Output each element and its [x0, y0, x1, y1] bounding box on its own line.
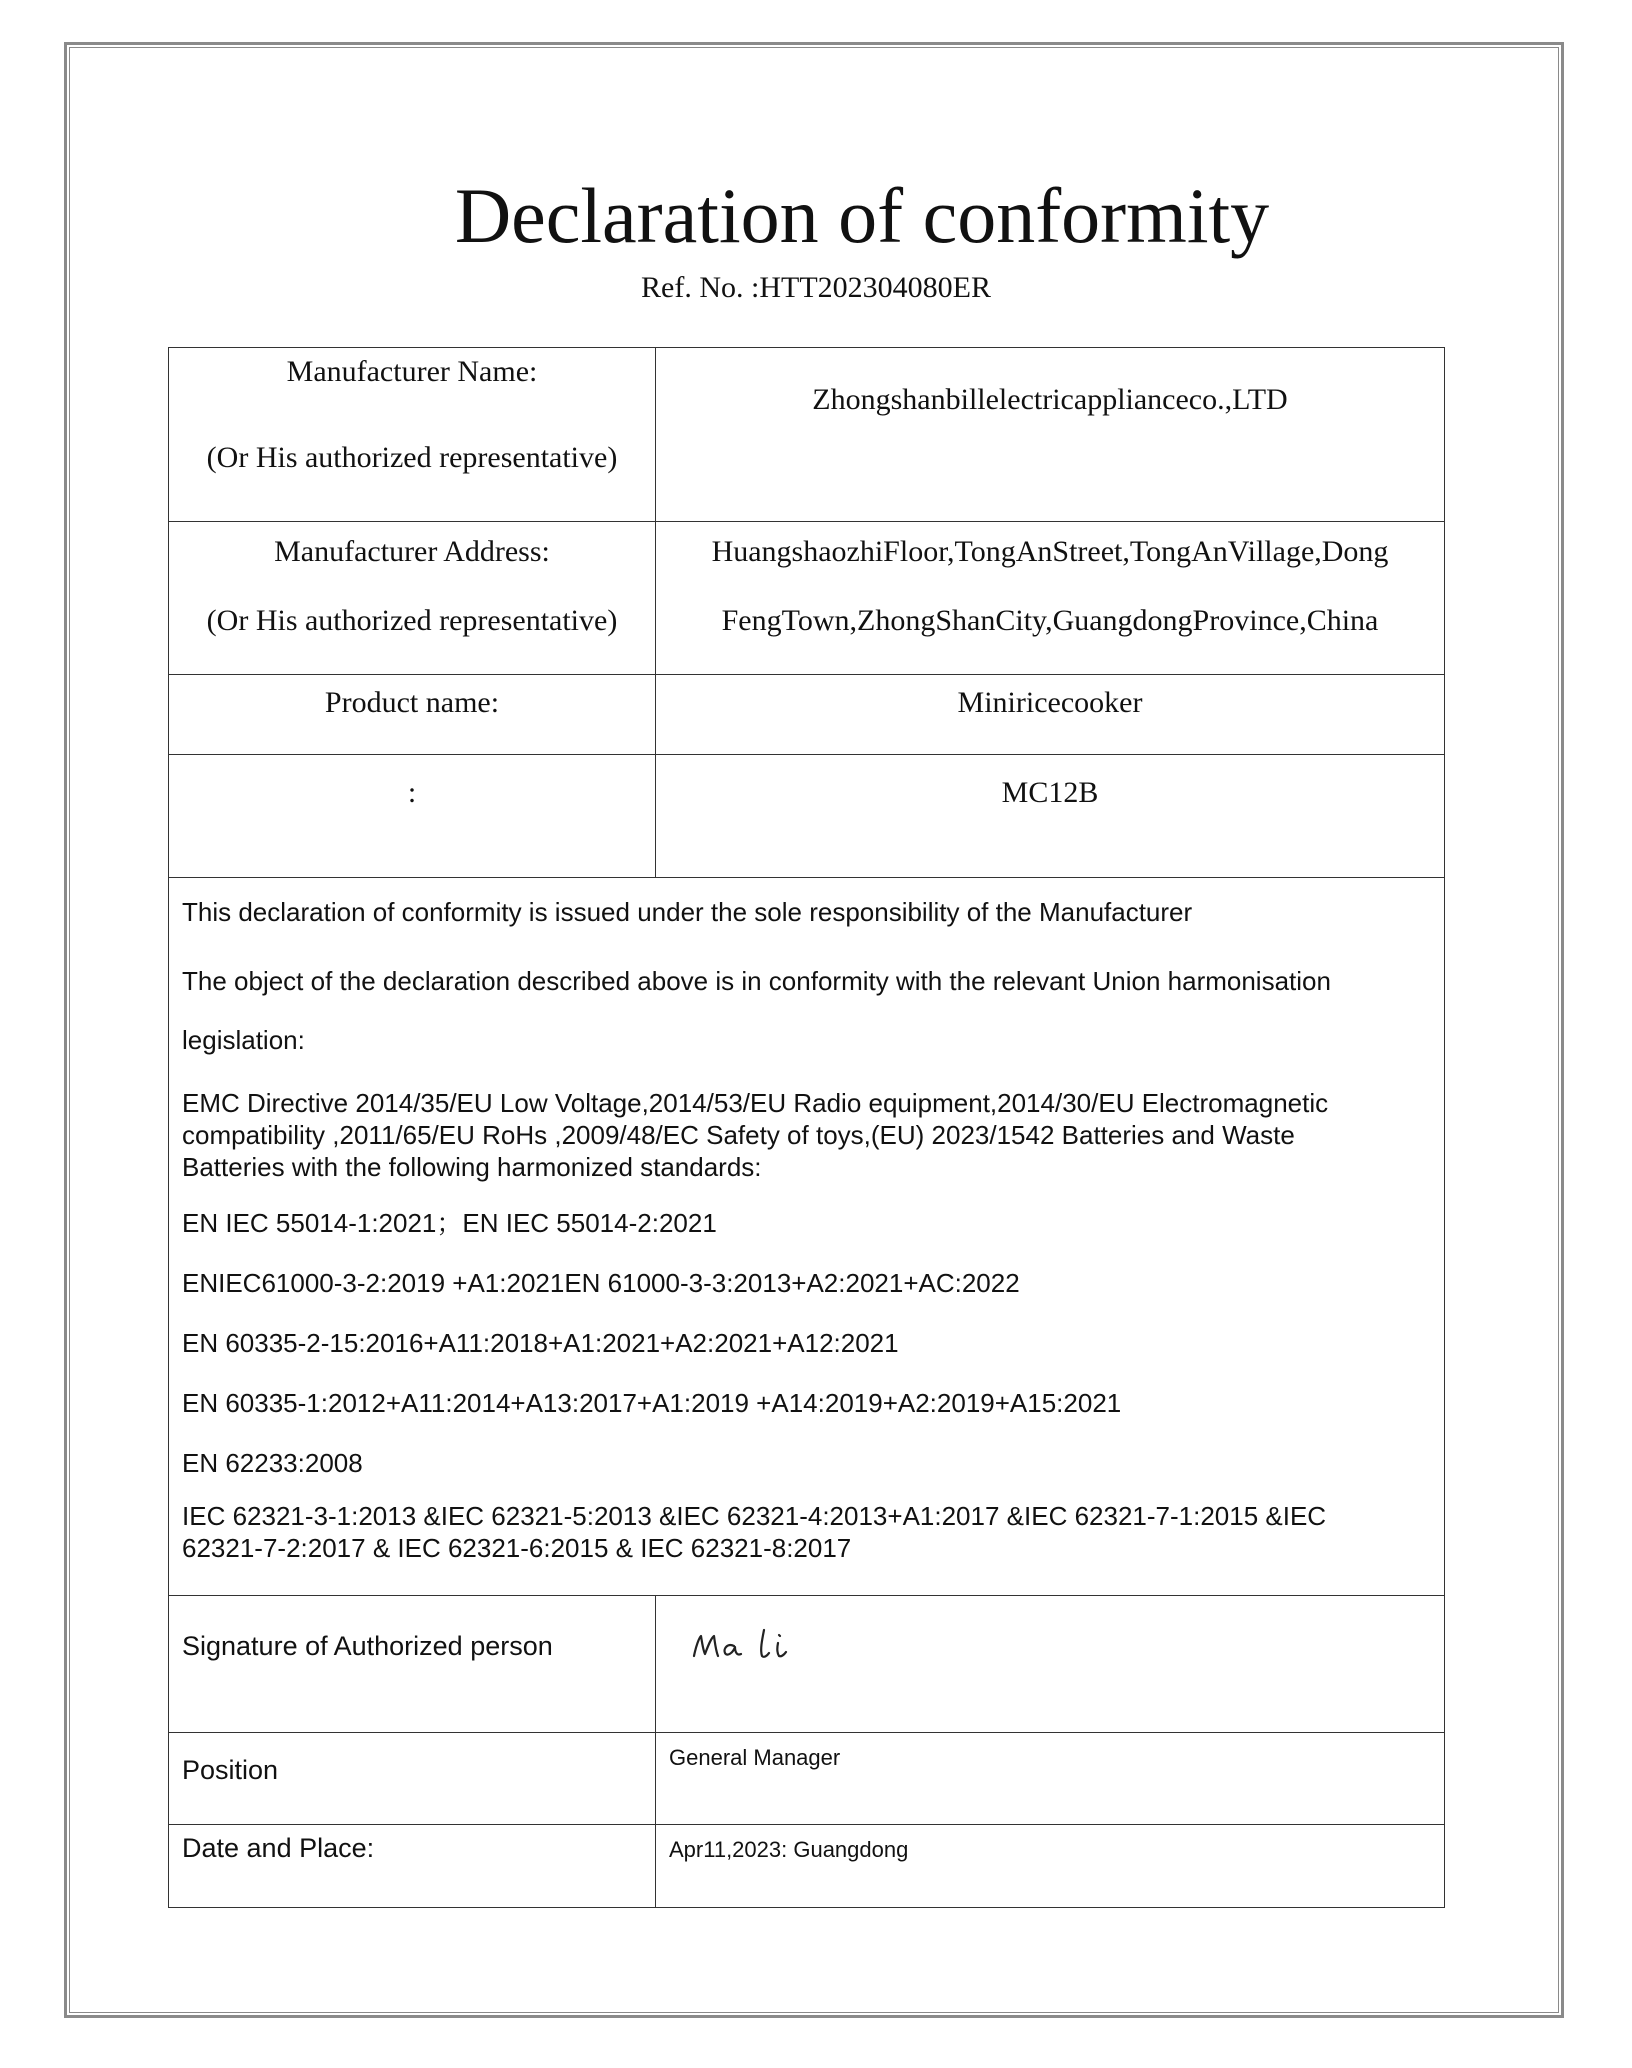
signature-row [169, 1596, 1445, 1733]
directives-paragraph [182, 1087, 1432, 1183]
directives-line3: Batteries with the following harmonized standards: [182, 1152, 762, 1182]
declaration-table [168, 347, 1445, 1908]
object-statement-line2: legislation: [182, 1025, 305, 1055]
product-name-value: Miniricecooker [656, 675, 1445, 755]
standard-item: EN IEC 55014-1:2021；EN IEC 55014-2:2021 [182, 1208, 717, 1238]
standard-item: EN 62233:2008 [182, 1448, 363, 1478]
manufacturer-name-label-line2: (Or His authorized representative) [206, 441, 618, 474]
manufacturer-address-value-line1: HuangshaozhiFloor,TongAnStreet,TongAnVillage,Dong [711, 535, 1389, 568]
directives-line1: EMC Directive 2014/35/EU Low Voltage,2014/53/EU Radio equipment,2014/30/EU Electromagnetic [182, 1088, 1329, 1118]
date-place-label: Date and Place: [169, 1825, 656, 1908]
iec-standards-line2: 62321-7-2:2017 & IEC 62321-6:2015 & IEC 62321-8:2017 [182, 1533, 852, 1563]
declaration-text-cell [169, 878, 1445, 1596]
iec-standards-paragraph [182, 1500, 1432, 1564]
position-label: Position [169, 1733, 656, 1825]
manufacturer-address-label [169, 522, 656, 675]
model-label: : [169, 755, 656, 878]
model-value: MC12B [656, 755, 1445, 878]
document-title: Declaration of conformity [454, 172, 1270, 259]
manufacturer-address-value [656, 522, 1445, 675]
product-name-row [169, 675, 1445, 755]
object-statement-line1: The object of the declaration described above is in conformity with the relevant Union harmonisation [182, 966, 1331, 996]
handwritten-signature [690, 1626, 800, 1666]
declaration-row [169, 878, 1445, 1596]
responsibility-statement: This declaration of conformity is issued under the sole responsibility of the Manufacturer [182, 897, 1193, 927]
standard-item: EN 60335-1:2012+A11:2014+A13:2017+A1:2019 +A14:2019+A2:2019+A15:2021 [182, 1388, 1122, 1418]
manufacturer-address-label-line2: (Or His authorized representative) [206, 604, 618, 637]
manufacturer-name-label-line1: Manufacturer Name: [286, 355, 538, 388]
standard-item: ENIEC61000-3-2:2019 +A1:2021EN 61000-3-3:2013+A2:2021+AC:2022 [182, 1268, 1020, 1298]
manufacturer-name-label [169, 348, 656, 522]
standard-item: EN 60335-2-15:2016+A11:2018+A1:2021+A2:2021+A12:2021 [182, 1328, 899, 1358]
signature-label: Signature of Authorized person [169, 1596, 656, 1733]
model-row [169, 755, 1445, 878]
manufacturer-address-row [169, 522, 1445, 675]
manufacturer-address-label-line1: Manufacturer Address: [274, 535, 550, 568]
date-place-row [169, 1825, 1445, 1908]
position-value: General Manager [656, 1733, 1445, 1825]
iec-standards-line1: IEC 62321-3-1:2013 &IEC 62321-5:2013 &IEC 62321-4:2013+A1:2017 &IEC 62321-7-1:2015 &IEC [182, 1501, 1327, 1531]
signature-cell [656, 1596, 1445, 1733]
manufacturer-name-value: Zhongshanbillelectricapplianceco.,LTD [656, 348, 1445, 522]
reference-number: Ref. No. :HTT202304080ER [641, 271, 991, 304]
date-place-value: Apr11,2023: Guangdong [656, 1825, 1445, 1908]
manufacturer-name-row [169, 348, 1445, 522]
directives-line2: compatibility ,2011/65/EU RoHs ,2009/48/EC Safety of toys,(EU) 2023/1542 Batteries and Waste [182, 1120, 1295, 1150]
manufacturer-address-value-line2: FengTown,ZhongShanCity,GuangdongProvince,China [721, 604, 1379, 637]
product-name-label: Product name: [169, 675, 656, 755]
position-row [169, 1733, 1445, 1825]
